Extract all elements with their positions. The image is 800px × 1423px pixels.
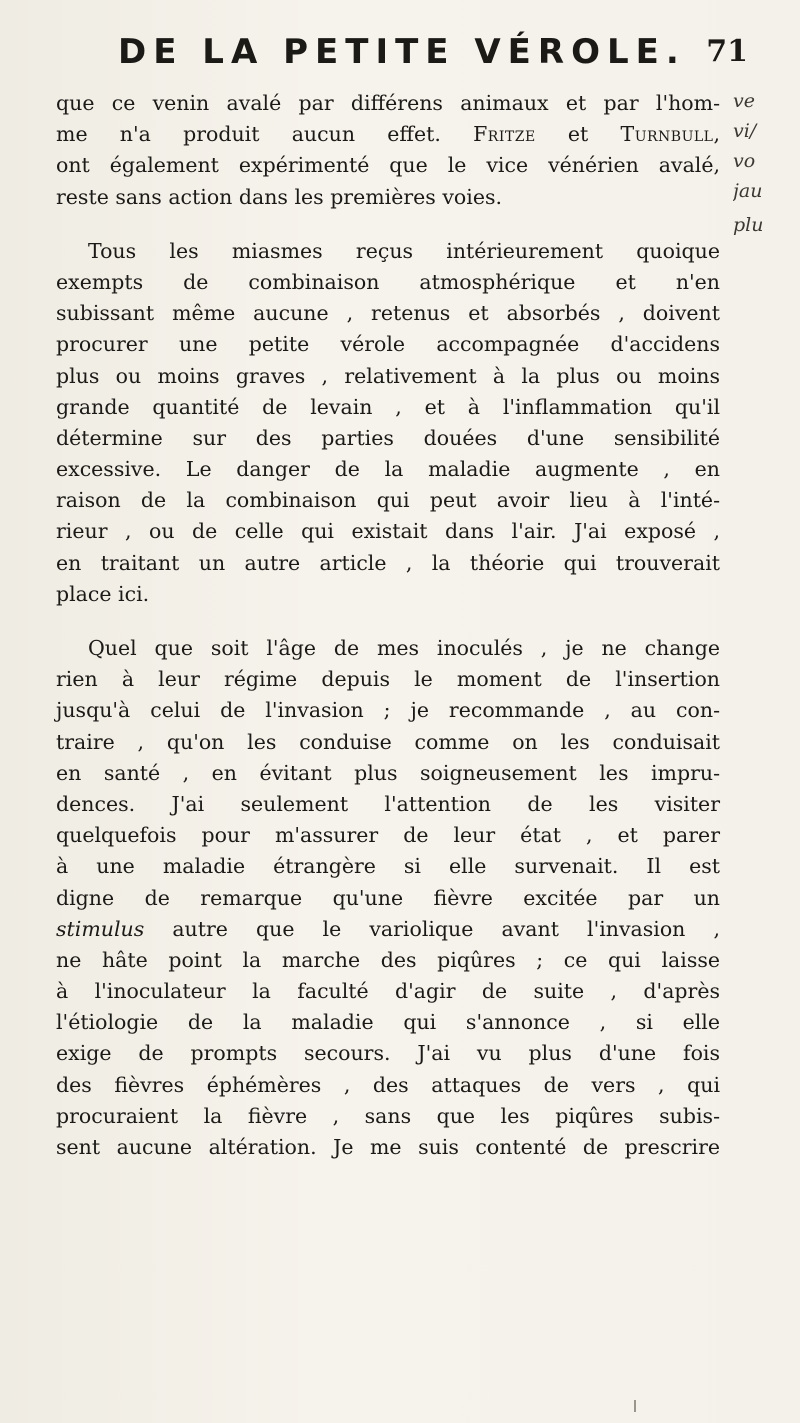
text-line: jusqu'à celui de l'invasion ; je recommande , au con- [56,698,720,723]
text-line: sent aucune altération. Je me suis contenté de prescrire [56,1135,720,1159]
text-line: que ce venin avalé par différens animaux et par l'hom- [56,91,720,115]
text-line: en santé , en évitant plus soigneusement les impru- [56,760,720,785]
text-line: digne de remarque qu'une fièvre excitée par un [56,885,720,910]
text-line: Quel que soit l'âge de mes inoculés , je ne change [88,636,720,660]
paragraph-gap [56,610,720,633]
text-line: plus ou moins graves , relativement à la plus ou moins [56,363,720,388]
text-line: rien à leur régime depuis le moment de l'insertion [56,667,720,692]
text-line: raison de la combinaison qui peut avoir lieu à l'inté- [56,488,720,513]
ink-mark [634,1400,636,1412]
text-line: l'étiologie de la maladie qui s'annonce , si elle [56,1010,720,1035]
text-line: ne hâte point la marche des piqûres ; ce qui laisse [56,947,720,972]
text-line: des fièvres éphémères , des attaques de vers , qui [56,1072,720,1097]
text-line: grande quantité de levain , et à l'inflammation qu'il [56,394,720,419]
text-line: à une maladie étrangère si elle survenait. Il est [56,854,720,879]
running-head [118,32,748,82]
running-title: DE LA PETITE VÉROLE. [118,32,686,72]
text-span: autre que le variolique avant l'invasion , [144,916,720,941]
author-name-turnbull: Turnbull [620,122,714,147]
text-line: en traitant un autre article , la théorie qui trouverait [56,550,720,575]
paragraph-gap [56,213,720,236]
text-line: Tous les miasmes reçus intérieurement quoique [88,238,720,263]
text-line: exempts de combinaison atmosphérique et n'en [56,269,720,294]
text-line: à l'inoculateur la faculté d'agir de suite , d'après [56,979,720,1004]
margin-note: jau [733,180,763,202]
text-line: détermine sur des parties douées d'une sensibilité [56,425,720,450]
text-line: rieur , ou de celle qui existait dans l'air. J'ai exposé , [56,519,720,544]
text-line: quelquefois pour m'assurer de leur état , et parer [56,823,720,848]
margin-note: vi/ [733,120,757,142]
margin-note: vo [733,150,756,172]
text-line: place ici. [56,581,150,606]
text-span: , [713,122,720,147]
text-line [56,119,720,150]
text-line: ont également expérimenté que le vice vénérien avalé, [56,153,720,178]
text-line: excessive. Le danger de la maladie augmente , en [56,457,720,482]
page-number: 71 [706,34,748,69]
text-line [56,914,720,945]
handwritten-margin-notes [733,90,793,236]
margin-note: ve [733,90,755,112]
latin-term-stimulus: stimulus [56,916,145,941]
author-name-fritze: Fritze [473,122,536,147]
text-line: reste sans action dans les premières voies. [56,184,502,209]
text-span: et [535,122,621,147]
body-text [56,88,720,1163]
text-line: dences. J'ai seulement l'attention de les visiter [56,791,720,816]
text-span: me n'a produit aucun effet. [56,122,474,147]
text-line: procurer une petite vérole accompagnée d'accidens [56,332,720,357]
text-line: subissant même aucune , retenus et absorbés , doivent [56,301,720,326]
text-line: procuraient la fièvre , sans que les piqûres subis- [56,1103,720,1128]
text-line: traire , qu'on les conduise comme on les conduisait [56,729,720,754]
text-line: exige de prompts secours. J'ai vu plus d'une fois [56,1041,720,1066]
margin-note: plu [733,214,764,236]
